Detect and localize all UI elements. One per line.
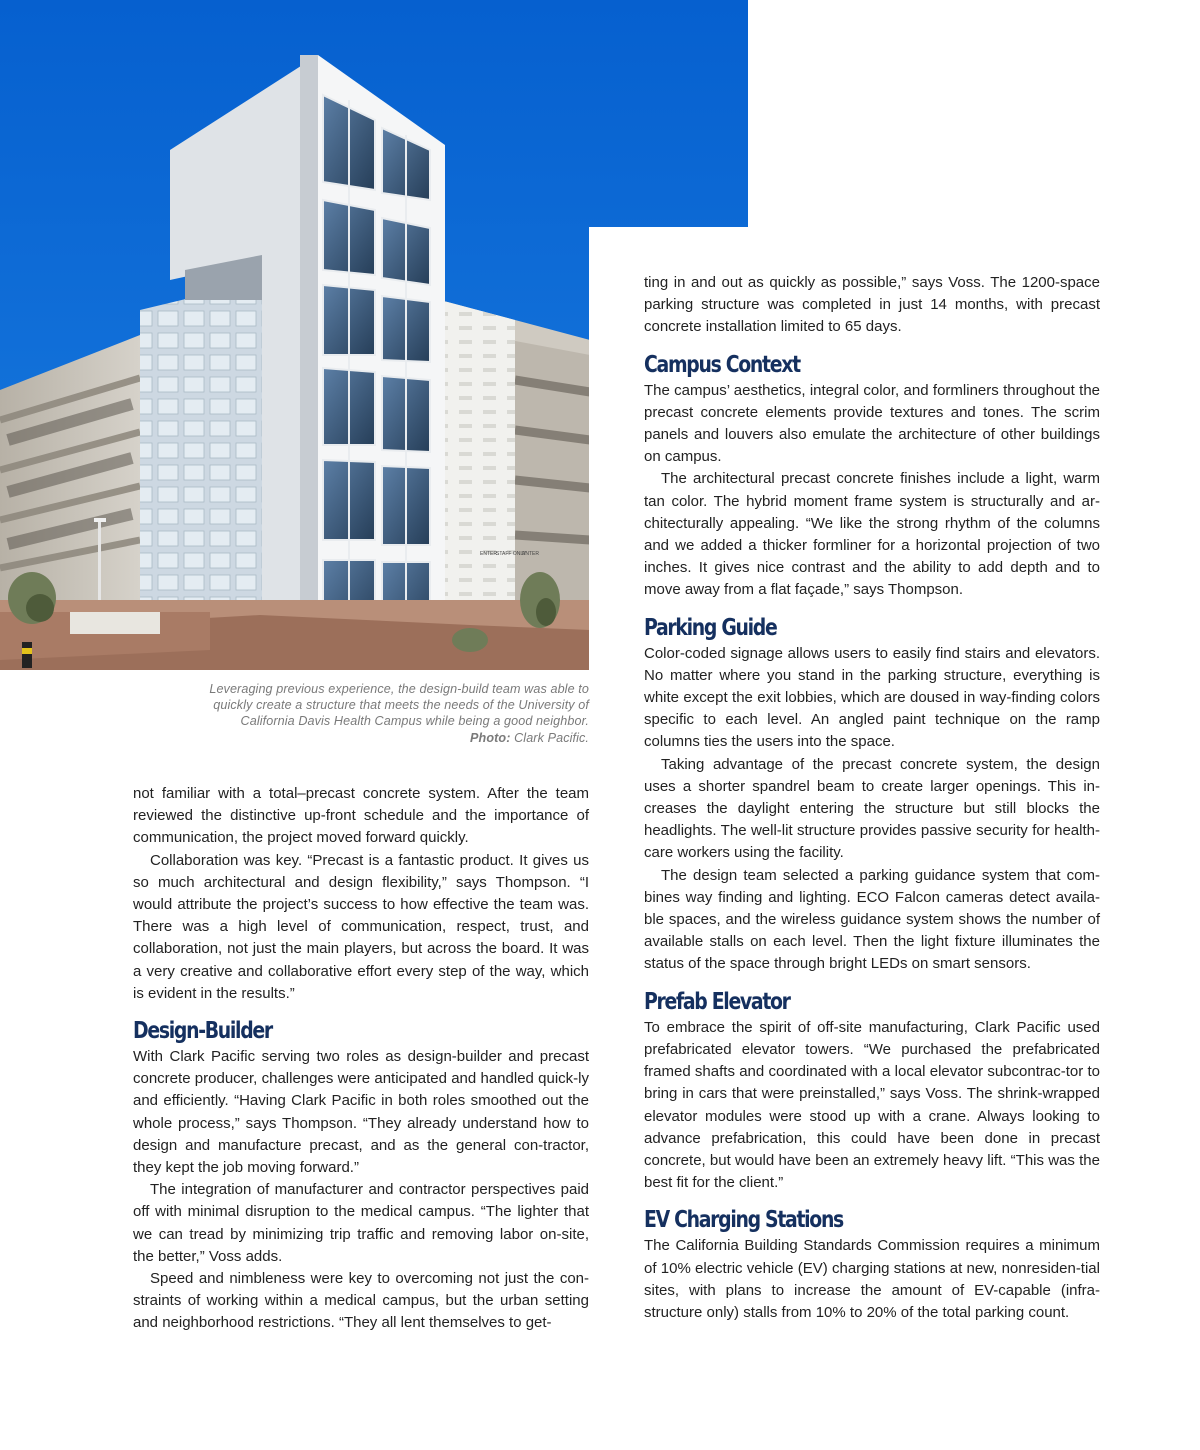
left-paragraph-1: not familiar with a total–precast concrete system. After the team reviewed the distinctive up-front schedule and the importance of communication, the project moved forward quickly. — [133, 785, 589, 847]
right-paragraph-8: The California Building Standards Commission requires a minimum of 10% electric vehicle (EV) charging stations at new, nonresiden-tial sites, with plans to increase the amount of EV-capable (infra-structure only) stalls from 10% to 20% of the total parking count. — [644, 1237, 1100, 1321]
right-paragraph-7: To embrace the spirit of off-site manufacturing, Clark Pacific used prefabricated elevator towers. “We purchased the prefabricated framed shafts and coordinated with a local elevator subcontrac-tor to bring in cars that were preinstalled,” says Voss. The shrink-wrapped elevator modules were stood up with a crane. Always looking to advance prefabrication, this could have been done in precast concrete, but would have been an extremely heavy lift. “This was the best fit for the client.” — [644, 1018, 1100, 1192]
heading-parking-guide: Parking Guide — [644, 614, 777, 641]
right-paragraph-6: The design team selected a parking guidance system that com-bines way finding and lighting. ECO Falcon cameras detect availa-ble spaces, and the wireless guidance system shows the number of available stalls on each level. Then the light fixture illuminates the status of the space through bright LEDs on smart sensors. — [644, 866, 1100, 973]
left-paragraph-3: With Clark Pacific serving two roles as design-builder and precast concrete producer, challenges were anticipated and handled quick-ly and efficiently. “Having Clark Pacific in both roles smoothed out the whole process,” says Thompson. “They already understand how to design and manufacture precast, and as the general con-tractor, they kept the job moving forward.” — [133, 1048, 589, 1177]
right-paragraph-5: Taking advantage of the precast concrete system, the design uses a shorter spandrel beam to create larger openings. This in-creases the daylight entering the structure but still blocks the headlights. The well-lit structure provides passive security for health-care workers using the facility. — [644, 755, 1100, 862]
heading-prefab-elevator: Prefab Elevator — [644, 988, 790, 1015]
left-column — [133, 783, 589, 1335]
heading-campus-context: Campus Context — [644, 351, 800, 378]
sign-enter-2: ENTER — [522, 551, 539, 557]
caption-text: Leveraging previous experience, the design-build team was able to quickly create a structure that meets the needs of the University of California Davis Health Campus while being a good neighbor. — [209, 682, 589, 729]
parking-structure-photo — [0, 0, 748, 670]
caption-photo-label: Photo: — [470, 730, 511, 745]
left-paragraph-5: Speed and nimbleness were key to overcoming not just the con-straints of working within a medical campus, but the urban setting and neighborhood restrictions. “They all lent themselves to get- — [133, 1270, 589, 1332]
heading-ev-charging: EV Charging Stations — [644, 1207, 843, 1234]
sign-enter-1: ENTER — [480, 551, 497, 557]
right-column — [644, 272, 1100, 1324]
right-paragraph-2: The campus’ aesthetics, integral color, and formliners throughout the precast concrete elements provide textures and tones. The scrim panels and louvers also emulate the architecture of other buildings on campus. — [644, 381, 1100, 466]
right-paragraph-3: The architectural precast concrete finishes include a light, warm tan color. The hybrid moment frame system is structurally and ar-chitecturally appealing. “We like the strong rhythm of the columns and we added a thicker formliner for a horizontal projection of two inches. It gives nice contrast and the ability to add depth and to move away from a flat façade,” says Thompson. — [644, 470, 1100, 599]
sign-staff-only: STAFF ONLY — [496, 551, 527, 557]
photo-caption — [200, 681, 589, 746]
right-paragraph-4: Color-coded signage allows users to easily find stairs and elevators. No matter where you stand in the parking structure, everything is white except the exit lobbies, which are doused in way-finding colors specific to each level. An angled paint technique on the ramp columns ties the users into the space. — [644, 644, 1100, 751]
heading-design-builder: Design-Builder — [133, 1018, 272, 1045]
caption-credit: Clark Pacific. — [514, 730, 589, 745]
left-paragraph-2: Collaboration was key. “Precast is a fantastic product. It gives us so much architectural and design flexibility,” says Thompson. “I would attribute the project’s success to how effective the team was. There was a high level of communication, respect, trust, and collaboration, not just the main players, but across the board. It was a very creative and collaborative effort every step of the way, which is evident in the results.” — [133, 851, 589, 1002]
left-paragraph-4: The integration of manufacturer and contractor perspectives paid off with minimal disruption to the medical campus. “The lighter that we can tread by minimizing trip traffic and removing labor on-site, the better,” Voss adds. — [133, 1181, 589, 1265]
right-paragraph-1: ting in and out as quickly as possible,” says Voss. The 1200-space parking structure was completed in just 14 months, with precast concrete installation limited to 65 days. — [644, 274, 1100, 336]
